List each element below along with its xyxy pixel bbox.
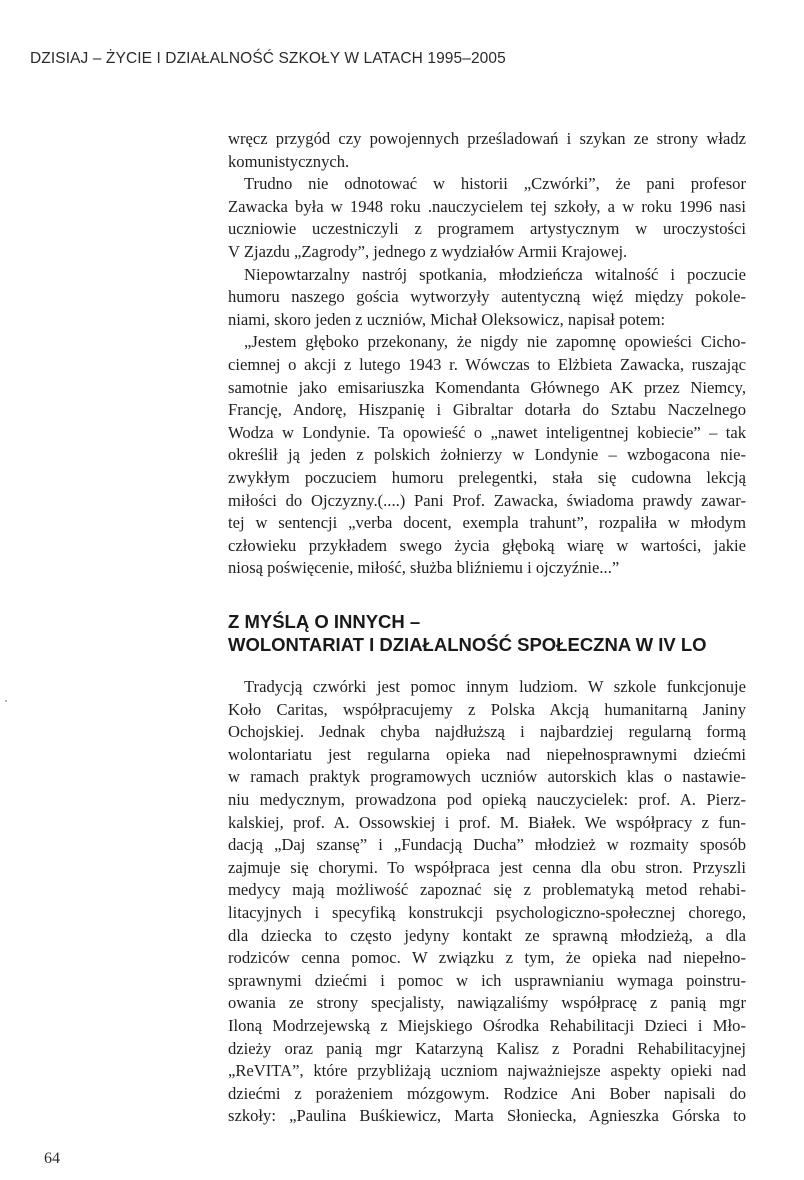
text-line: humoru naszego gościa wytworzyły autentyczną więź między pokole- xyxy=(228,287,746,307)
text-line: człowieku przykładem swego życia głęboką wiarę w wartości, jakie xyxy=(228,535,746,555)
text-line: tej w sentencji „verba docent, exempla trahunt”, rozpaliła w młodym xyxy=(228,513,746,533)
paragraph-block-top xyxy=(228,128,746,580)
text-line: kalskiej, prof. A. Ossowskiej i prof. M. Białek. We współpracy z fun- xyxy=(228,812,746,832)
text-line: samotnie jako emisariuszka Komendanta Głównego AK przez Niemcy, xyxy=(228,377,746,397)
text-line: Zawacka była w 1948 roku .nauczycielem tej szkoły, a w roku 1996 nasi xyxy=(228,196,746,216)
text-line: niu medycznym, prowadzona pod opieką nauczycielek: prof. A. Pierz- xyxy=(228,789,746,809)
text-line: Niepowtarzalny nastrój spotkania, młodzieńcza witalność i poczucie xyxy=(244,264,746,284)
section-heading-line-2: WOLONTARIAT I DZIAŁALNOŚĆ SPOŁECZNA W IV LO xyxy=(228,634,707,655)
section-heading-line-1: Z MYŚLĄ O INNYCH – xyxy=(228,611,421,632)
paragraph-block-bottom xyxy=(228,676,746,1128)
text-line: dziećmi z porażeniem mózgowym. Rodzice Ani Bober napisali do xyxy=(228,1083,746,1103)
text-line: V Zjazdu „Zagrody”, jednego z wydziałów Armii Krajowej. xyxy=(228,241,628,261)
text-line: komunistycznych. xyxy=(228,151,350,171)
page-number: 64 xyxy=(44,1150,60,1167)
text-line: miłości do Ojczyzny.(....) Pani Prof. Zawacka, świadoma prawdy zawar- xyxy=(228,490,746,510)
text-line: Koło Caritas, współpracujemy z Polska Akcją humanitarną Janiny xyxy=(228,699,746,719)
text-line: medycy mają możliwość zapoznać się z problematyką metod rehabi- xyxy=(228,880,746,900)
text-line: wręcz przygód czy powojennych prześladowań i szykan ze strony władz xyxy=(228,129,746,148)
text-line: niami, skoro jeden z uczniów, Michał Oleksowicz, napisał potem: xyxy=(228,309,666,329)
text-line: ciemnej o akcji z lutego 1943 r. Wówczas to Elżbieta Zawacka, ruszając xyxy=(228,354,746,374)
text-line: dacją „Daj szansę” i „Fundacją Ducha” młodzież w rozmaity sposób xyxy=(228,835,746,855)
text-line: Wodza w Londynie. Ta opowieść o „nawet inteligentnej kobiecie” – tak xyxy=(228,422,746,442)
text-line: szkoły: „Paulina Buśkiewicz, Marta Słoniecka, Agnieszka Górska to xyxy=(228,1106,746,1126)
text-line: owania ze strony specjalisty, nawiązaliśmy współpracę z panią mgr xyxy=(228,993,746,1013)
scan-speck xyxy=(5,700,7,702)
text-line: zwykłym poczuciem humoru prelegentki, stała się cudowna lekcją xyxy=(228,467,746,487)
text-line: uczniowie uczestniczyli z programem artystycznym w uroczystości xyxy=(228,219,746,239)
section-heading xyxy=(228,610,748,656)
text-line: sprawnymi dziećmi i pomoc w ich usprawnianiu wymaga poinstru- xyxy=(228,970,746,990)
text-line: w ramach praktyk programowych uczniów autorskich klas o nastawie- xyxy=(228,767,746,787)
text-line: dzieży oraz panią mgr Katarzyną Kalisz z Poradni Rehabilitacyjnej xyxy=(228,1038,746,1058)
text-line: Trudno nie odnotować w historii „Czwórki”, że pani profesor xyxy=(244,174,746,194)
text-line: „Jestem głęboko przekonany, że nigdy nie zapomnę opowieści Cicho- xyxy=(244,332,746,352)
running-header: DZISIAJ – ŻYCIE I DZIAŁALNOŚĆ SZKOŁY W LATACH 1995–2005 xyxy=(30,50,506,67)
text-line: dla dziecka to często jedyny kontakt ze sprawną młodzieżą, a dla xyxy=(228,925,746,945)
text-line: Iloną Modrzejewską z Miejskiego Ośrodka Rehabilitacji Dzieci i Mło- xyxy=(228,1015,746,1035)
text-line: wolontariatu jest regularna opieka nad niepełnosprawnymi dziećmi xyxy=(228,744,746,764)
text-line: Francję, Andorę, Hiszpanię i Gibraltar dotarła do Sztabu Naczelnego xyxy=(228,400,746,420)
text-line: Tradycją czwórki jest pomoc innym ludziom. W szkole funkcjonuje xyxy=(244,677,746,696)
text-line: zajmuje się chorymi. To współpraca jest cenna dla obu stron. Przyszli xyxy=(228,857,746,877)
text-line: Ochojskiej. Jednak chyba najdłuższą i najbardziej regularną formą xyxy=(228,722,746,742)
text-line: niosą poświęcenie, miłość, służba bliźniemu i ojczyźnie...” xyxy=(228,558,620,578)
text-line: „ReVITA”, które przybliżają uczniom najważniejsze aspekty opieki nad xyxy=(228,1061,746,1081)
text-line: określił ją jeden z polskich żołnierzy w Londynie – wzbogacona nie- xyxy=(228,445,746,465)
text-line: rodziców cenna pomoc. W związku z tym, że opieka nad niepełno- xyxy=(228,948,746,968)
text-line: litacyjnych i specyfiką konstrukcji psychologiczno-społecznej chorego, xyxy=(228,902,746,922)
